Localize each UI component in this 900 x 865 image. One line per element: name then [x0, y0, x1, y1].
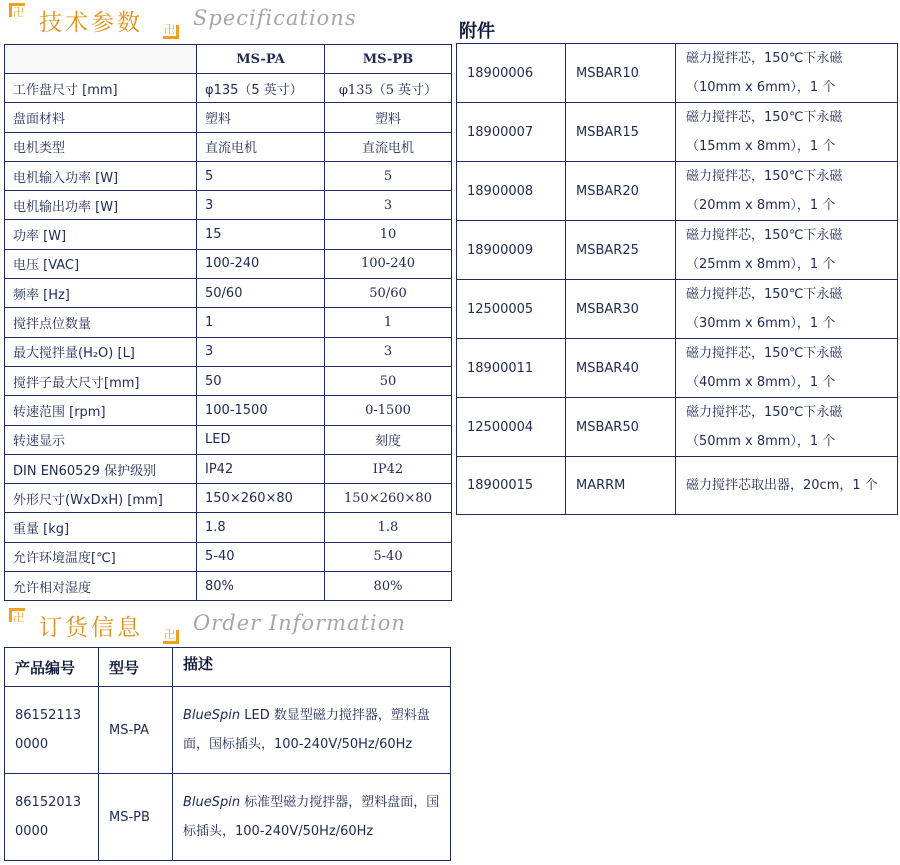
accessory-description: 磁力搅拌芯取出器，20cm，1 个 — [676, 457, 898, 515]
accessories-table — [456, 43, 898, 515]
accessories-title: 附件 — [459, 21, 495, 42]
spec-value-ms-pa: 直流电机 — [197, 132, 325, 161]
spec-row — [5, 249, 452, 278]
accessory-description: 磁力搅拌芯，150℃下永磁（20mm x 8mm），1 个 — [676, 162, 898, 221]
spec-row — [5, 220, 452, 249]
spec-row — [5, 366, 452, 395]
order-description-text: 标准型磁力搅拌器，塑料盘面，国标插头，100-240V/50Hz/60Hz — [183, 795, 440, 839]
spec-value-ms-pb: 5 — [325, 161, 452, 190]
accessory-row — [457, 280, 898, 339]
spec-label: 电机输入功率 [W] — [5, 161, 197, 190]
accessory-row — [457, 398, 898, 457]
spec-row — [5, 572, 452, 601]
spec-value-ms-pb: φ135（5 英寸） — [325, 74, 452, 103]
spec-value-ms-pb: 150×260×80 — [325, 484, 452, 513]
spec-row — [5, 396, 452, 425]
spec-row — [5, 454, 452, 483]
spec-label: 允许相对湿度 — [5, 572, 197, 601]
accessory-model: MSBAR20 — [566, 162, 676, 221]
spec-value-ms-pb: 直流电机 — [325, 132, 452, 161]
spec-label: 电压 [VAC] — [5, 249, 197, 278]
spec-label: 重量 [kg] — [5, 513, 197, 542]
spec-value-ms-pb: IP42 — [325, 454, 452, 483]
order-description — [173, 774, 451, 861]
spec-label: 工作盘尺寸 [mm] — [5, 74, 197, 103]
spec-value-ms-pb: 100-240 — [325, 249, 452, 278]
accessory-row — [457, 162, 898, 221]
accessory-code: 12500005 — [457, 280, 566, 339]
order-header-row — [5, 648, 451, 687]
spec-value-ms-pb: 1 — [325, 308, 452, 337]
accessory-description: 磁力搅拌芯，150℃下永磁（40mm x 8mm），1 个 — [676, 339, 898, 398]
spec-row — [5, 542, 452, 571]
order-header-model: 型号 — [99, 648, 173, 687]
order-description-text: LED 数显型磁力搅拌器，塑料盘面，国标插头，100-240V/50Hz/60Hz — [183, 708, 430, 752]
spec-row — [5, 103, 452, 132]
spec-row — [5, 74, 452, 103]
brand-name: BlueSpin — [183, 795, 241, 810]
order-heading — [9, 606, 179, 646]
accessory-model: MSBAR15 — [566, 103, 676, 162]
spec-header-cell — [5, 45, 197, 74]
accessory-description: 磁力搅拌芯，150℃下永磁（10mm x 6mm），1 个 — [676, 44, 898, 103]
spec-header-cell: MS-PB — [325, 45, 452, 74]
spec-label: 搅拌子最大尺寸[mm] — [5, 366, 197, 395]
order-header-code: 产品编号 — [5, 648, 99, 687]
spec-row — [5, 308, 452, 337]
order-model: MS-PA — [99, 687, 173, 774]
spec-value-ms-pa: φ135（5 英寸） — [197, 74, 325, 103]
order-row — [5, 774, 451, 861]
spec-label: 频率 [Hz] — [5, 279, 197, 308]
spec-value-ms-pa: 3 — [197, 191, 325, 220]
spec-value-ms-pb: 80% — [325, 572, 452, 601]
spec-row — [5, 279, 452, 308]
order-header-description: 描述 — [173, 648, 451, 687]
specifications-table — [4, 44, 452, 601]
order-table — [4, 647, 451, 861]
accessory-code: 18900007 — [457, 103, 566, 162]
spec-row — [5, 132, 452, 161]
accessory-row — [457, 339, 898, 398]
specifications-title-en: Specifications — [193, 6, 357, 30]
spec-label: 搅拌点位数量 — [5, 308, 197, 337]
spec-row — [5, 484, 452, 513]
spec-value-ms-pa: 100-240 — [197, 249, 325, 278]
accessory-code: 18900015 — [457, 457, 566, 515]
spec-label: 转速范围 [rpm] — [5, 396, 197, 425]
accessory-row — [457, 44, 898, 103]
accessory-row — [457, 221, 898, 280]
accessory-code: 18900006 — [457, 44, 566, 103]
ornament-icon: 卍 — [164, 23, 175, 36]
accessory-description: 磁力搅拌芯，150℃下永磁（15mm x 8mm），1 个 — [676, 103, 898, 162]
order-row — [5, 687, 451, 774]
specifications-title-cn: 技术参数 — [39, 10, 143, 36]
order-code: 86152113 0000 — [5, 687, 99, 774]
spec-value-ms-pa: 3 — [197, 337, 325, 366]
spec-row — [5, 513, 452, 542]
spec-value-ms-pa: 塑料 — [197, 103, 325, 132]
order-model: MS-PB — [99, 774, 173, 861]
spec-label: 盘面材料 — [5, 103, 197, 132]
spec-row — [5, 337, 452, 366]
accessory-description: 磁力搅拌芯，150℃下永磁（25mm x 8mm），1 个 — [676, 221, 898, 280]
ornament-icon: 卍 — [13, 611, 24, 624]
accessory-code: 18900009 — [457, 221, 566, 280]
spec-value-ms-pb: 50 — [325, 366, 452, 395]
spec-value-ms-pb: 5-40 — [325, 542, 452, 571]
accessory-model: MSBAR10 — [566, 44, 676, 103]
spec-label: 外形尺寸(WxDxH) [mm] — [5, 484, 197, 513]
spec-label: 电机输出功率 [W] — [5, 191, 197, 220]
spec-value-ms-pb: 0-1500 — [325, 396, 452, 425]
spec-label: 电机类型 — [5, 132, 197, 161]
spec-value-ms-pa: 50/60 — [197, 279, 325, 308]
order-description — [173, 687, 451, 774]
spec-value-ms-pa: 80% — [197, 572, 325, 601]
order-title-en: Order Information — [193, 611, 406, 635]
spec-value-ms-pb: 刻度 — [325, 425, 452, 454]
spec-value-ms-pa: 15 — [197, 220, 325, 249]
spec-value-ms-pb: 50/60 — [325, 279, 452, 308]
accessory-code: 12500004 — [457, 398, 566, 457]
spec-label: 允许环境温度[℃] — [5, 542, 197, 571]
accessory-model: MSBAR50 — [566, 398, 676, 457]
accessory-description: 磁力搅拌芯，150℃下永磁（30mm x 6mm），1 个 — [676, 280, 898, 339]
accessory-code: 18900008 — [457, 162, 566, 221]
spec-row — [5, 191, 452, 220]
spec-label: DIN EN60529 保护级别 — [5, 454, 197, 483]
accessory-model: MSBAR40 — [566, 339, 676, 398]
spec-value-ms-pb: 3 — [325, 337, 452, 366]
accessory-row — [457, 103, 898, 162]
spec-row — [5, 425, 452, 454]
spec-value-ms-pa: LED — [197, 425, 325, 454]
spec-value-ms-pa: 5 — [197, 161, 325, 190]
spec-label: 最大搅拌量(H₂O) [L] — [5, 337, 197, 366]
spec-value-ms-pb: 塑料 — [325, 103, 452, 132]
accessory-code: 18900011 — [457, 339, 566, 398]
spec-value-ms-pb: 3 — [325, 191, 452, 220]
spec-value-ms-pa: 50 — [197, 366, 325, 395]
accessory-row — [457, 457, 898, 515]
spec-label: 转速显示 — [5, 425, 197, 454]
order-code: 86152013 0000 — [5, 774, 99, 861]
spec-value-ms-pb: 10 — [325, 220, 452, 249]
spec-header-cell: MS-PA — [197, 45, 325, 74]
accessory-description: 磁力搅拌芯，150℃下永磁（50mm x 8mm），1 个 — [676, 398, 898, 457]
spec-value-ms-pb: 1.8 — [325, 513, 452, 542]
accessory-model: MSBAR30 — [566, 280, 676, 339]
spec-value-ms-pa: 1 — [197, 308, 325, 337]
spec-value-ms-pa: 1.8 — [197, 513, 325, 542]
order-title-cn: 订货信息 — [39, 615, 143, 641]
spec-value-ms-pa: 100-1500 — [197, 396, 325, 425]
accessory-model: MSBAR25 — [566, 221, 676, 280]
spec-row — [5, 161, 452, 190]
spec-header-row — [5, 45, 452, 74]
ornament-icon: 卍 — [13, 6, 24, 19]
spec-label: 功率 [W] — [5, 220, 197, 249]
specifications-heading — [9, 1, 179, 41]
spec-value-ms-pa: IP42 — [197, 454, 325, 483]
spec-value-ms-pa: 5-40 — [197, 542, 325, 571]
ornament-icon: 卍 — [164, 628, 175, 641]
accessory-model: MARRM — [566, 457, 676, 515]
spec-value-ms-pa: 150×260×80 — [197, 484, 325, 513]
brand-name: BlueSpin — [183, 708, 241, 723]
